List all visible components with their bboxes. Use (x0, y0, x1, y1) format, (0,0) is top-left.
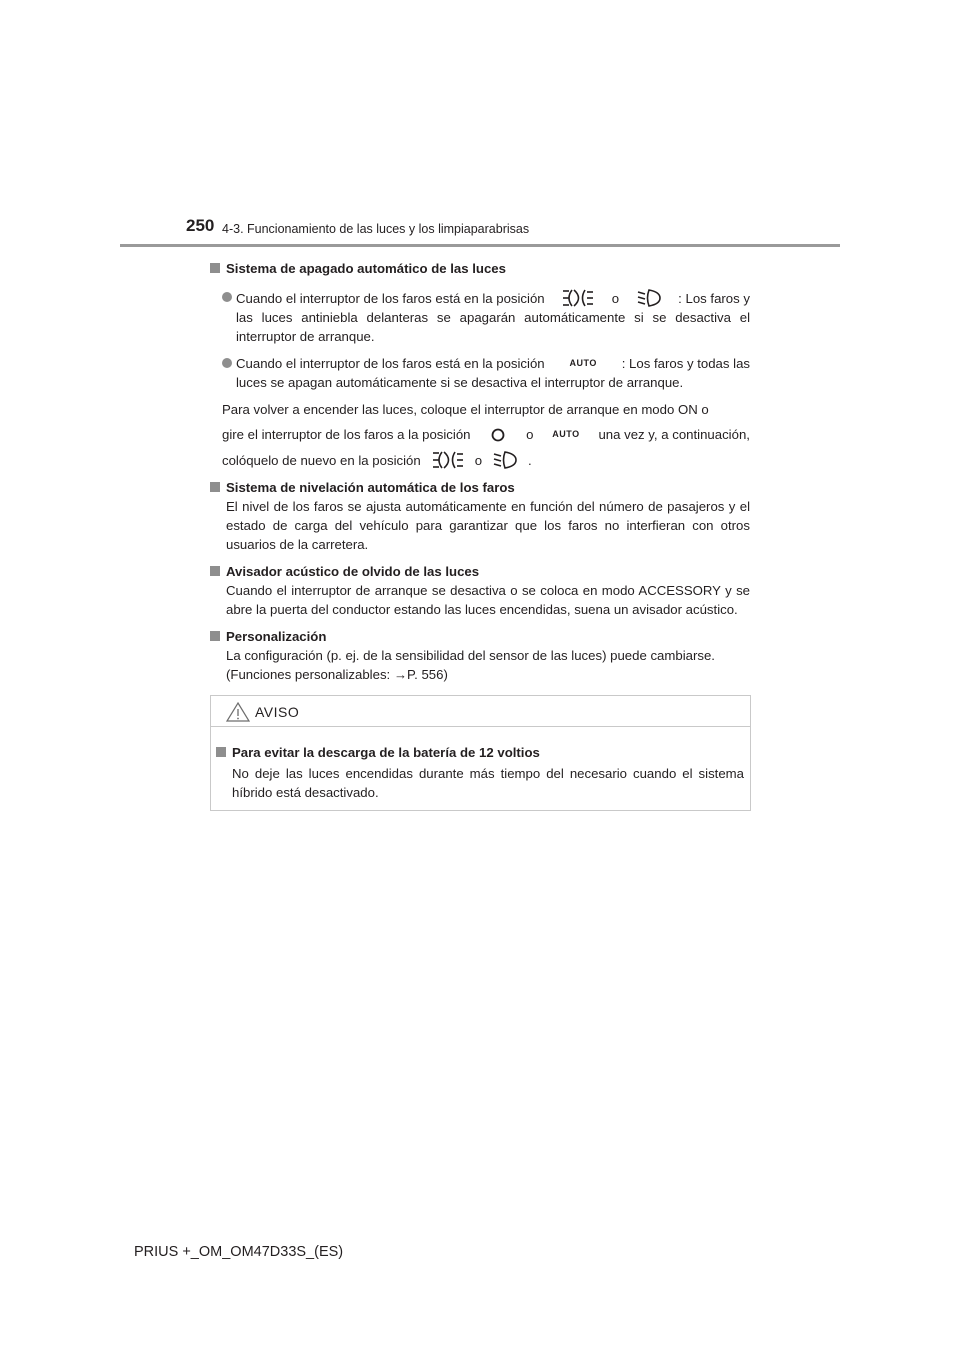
page-number: 250 (186, 216, 215, 235)
section-heading (210, 259, 750, 278)
paragraph (222, 400, 750, 470)
or-text: o (611, 290, 620, 306)
paragraph-line (222, 450, 750, 470)
or-text: o (474, 452, 483, 468)
bullet-text: luces se apagan automáticamente si se desactiva el interruptor de arranque. (236, 375, 684, 390)
section-heading (210, 627, 750, 646)
warning-content (216, 740, 744, 802)
lights-off-icon (489, 426, 507, 444)
warning-item-title: Para evitar la descarga de la batería de 12 voltios (232, 745, 540, 760)
headlight-low-beam-icon (636, 288, 662, 308)
main-content (210, 256, 750, 684)
section-heading-text: Sistema de nivelación automática de los faros (226, 480, 515, 495)
circle-bullet-icon (222, 292, 232, 302)
bullet-text: : Los faros y todas las (621, 356, 750, 371)
square-bullet-icon (216, 747, 226, 757)
warning-item-heading (216, 743, 744, 762)
list-item (222, 288, 750, 346)
warning-box (210, 695, 751, 811)
bullet-line (236, 288, 750, 308)
headlight-low-beam-icon (492, 450, 518, 470)
document-code: PRIUS +_OM_OM47D33S_(ES) (134, 1244, 344, 1260)
section-title: 4-3. Funcionamiento de las luces y los limpiaparabrisas (222, 222, 530, 236)
section-heading-text: Personalización (226, 629, 327, 644)
paragraph-line: Para volver a encender las luces, coloque el interruptor de arranque en modo ON o (222, 402, 709, 417)
square-bullet-icon (210, 263, 220, 273)
auto-position-label: AUTO (552, 429, 580, 439)
paragraph: El nivel de los faros se ajusta automáticamente en función del número de pasajeros y el estado de carga del vehículo para garantizar que los faros no interfieran con otros usuarios de la carretera. (226, 499, 750, 552)
bullet-text: : Los faros y (678, 290, 750, 306)
headlight-fog-icon (561, 288, 595, 308)
paragraph-line: La configuración (p. ej. de la sensibilidad del sensor de las luces) puede cambiarse. (226, 648, 715, 663)
warning-triangle-icon (225, 701, 251, 723)
or-text: o (526, 427, 534, 442)
bullet-line (236, 354, 750, 373)
warning-label: AVISO (255, 704, 300, 720)
paragraph: Cuando el interruptor de arranque se desactiva o se coloca en modo ACCESSORY y se abre la puerta del conductor estando las luces encendidas, suena un avisador acústico. (226, 583, 750, 617)
warning-box-header (211, 696, 750, 727)
paragraph-line (222, 425, 750, 444)
warning-item-text: No deje las luces encendidas durante más tiempo del necesario cuando el sistema híbrido está desactivado. (232, 766, 744, 800)
cross-reference-link[interactable]: (Funciones personalizables: →P. 556) (226, 667, 448, 682)
paragraph-text: colóquelo de nuevo en la posición (222, 452, 421, 468)
list-item (222, 354, 750, 392)
auto-position-label: AUTO (569, 358, 597, 368)
bullet-text: las luces antiniebla delanteras se apagarán automáticamente si se desactiva el interruptor de arranque. (236, 310, 750, 344)
header-divider (120, 244, 840, 247)
headlight-fog-icon (431, 450, 465, 470)
circle-bullet-icon (222, 358, 232, 368)
square-bullet-icon (210, 631, 220, 641)
section-heading-text: Avisador acústico de olvido de las luces (226, 564, 480, 579)
paragraph-text: una vez y, a continuación, (598, 427, 750, 442)
bullet-text: Cuando el interruptor de los faros está en la posición (236, 356, 545, 371)
section-heading (210, 562, 750, 581)
paragraph (226, 646, 750, 684)
square-bullet-icon (210, 566, 220, 576)
section-heading-text: Sistema de apagado automático de las luces (226, 261, 506, 276)
square-bullet-icon (210, 482, 220, 492)
paragraph-text: . (528, 452, 532, 468)
bullet-text: Cuando el interruptor de los faros está en la posición (236, 290, 545, 306)
paragraph-text: gire el interruptor de los faros a la posición (222, 427, 471, 442)
section-heading (210, 478, 750, 497)
